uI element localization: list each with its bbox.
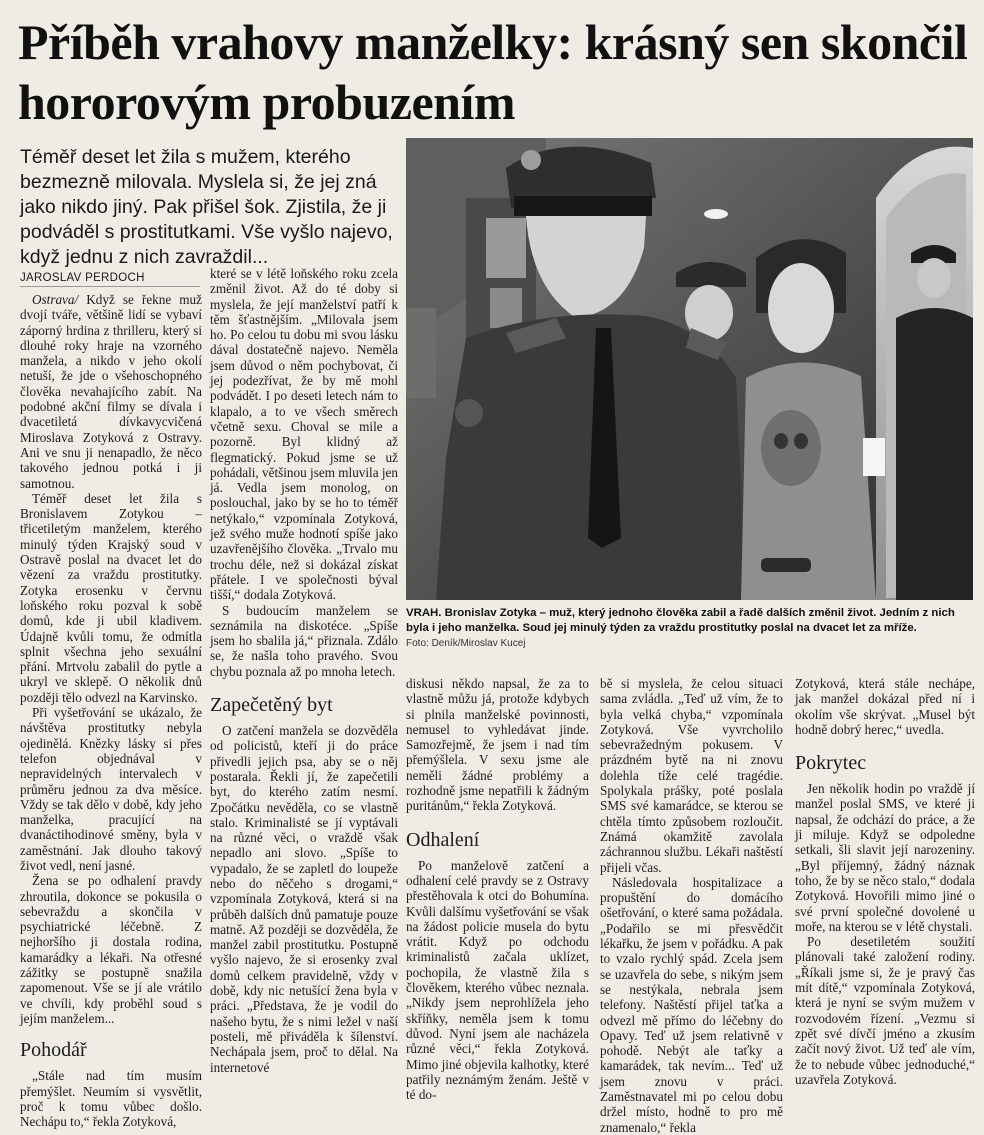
- paragraph: O zatčení manžela se dozvěděla od policistů, kteří ji do práce přivedli jejich psa, aby se o něj postarala. Řekli jí, že zapečetili byt, do kterého zatím nesmí. Zpočátku nevěděla, co se vlastně stalo. Kriminalisté se jí vyptávali na různé věci, o vraždě však nepadlo ani slovo. „Spíše to vypadalo, že se zapletl do loupeže nebo do něčeho s drogami,“ vzpomínala Zotyková, která si na průběh dalších dnů pamatuje pouze matně. Až později se dozvěděla, že manžel zabil prostitutku. Postupně vyšlo najevo, že si erosenky zval domů celkem pravidelně, vždy v době, kdy nic netušící žena byla v práci. „Představa, že je vodil do našeho bytu, že s nimi ležel v naší posteli, mě přiváděla k šílenství. Nechápala jsem, proč to dělal. Na internetové: [210, 723, 398, 1075]
- article-headline: Příběh vrahovy manželky: krásný sen skončil hororovým probuzením: [18, 14, 968, 130]
- paragraph: Při vyšetřování se ukázalo, že návštěva prostitutky nebyla ojedinělá. Knězky lásky si přes telefon objednával v nepravidelných intervalech v průměru jednou za dva měsíce. Vždy se tak dělo v době, kdy jeho manželka, pracující na dvanáctihodinové směny, byla v zaměstnání. Jak dlouho takový život vedl, není jasné.: [20, 705, 202, 873]
- photo-credit: Foto: Deník/Miroslav Kucej: [406, 638, 526, 649]
- subheading-odhaleni: Odhalení: [406, 828, 480, 851]
- paragraph: které se v létě loňského roku zcela změnil život. Až do té doby si myslela, že její manželství patří k těm šťastnějším. „Milovala jsem ho. Po celou tu dobu mi svou lásku dával dostatečně najevo. Neměla jsem důvod o něm pochybovat, či jej podezřívat, že by mě mohl podvádět. I po deseti letech nám to klapalo, a to ve všech směrech včetně sexu. Choval se mile a pozorně. Byl klidný až flegmatický. Pokud jsme se už pohádali, většinou jsem mluvila jen já. Vedla jsem monolog, on poslouchal, jako by se ho to téměř netýkalo,“ vzpomínala Zotyková, jež svého muže hodnotí spíše jako uzavřenějšího člověka. „Trvalo mu trochu déle, než si dokázal získat přátele. I ve společnosti býval tišší,“ dodala Zotyková.: [210, 266, 398, 603]
- article-column-3: [406, 676, 589, 1103]
- article-column-5: [795, 676, 975, 1100]
- article-column-4: [600, 676, 783, 1135]
- paragraph: [20, 292, 202, 491]
- subheading-pohodar: Pohodář: [20, 1039, 87, 1062]
- courtroom-photo-illustration: [406, 138, 973, 600]
- photo-caption: [406, 606, 973, 652]
- article-lead: Téměř deset let žila s mužem, kterého bezmezně milovala. Myslela si, že jej zná jako nikdo jiný. Pak přišel šok. Zjistila, že ji podváděl s prostitutkami. Vše vyšlo najevo, když jednu z nich zavraždil...: [20, 146, 393, 268]
- paragraph: Po manželově zatčení a odhalení celé pravdy se z Ostravy přestěhovala k otci do Bohumína. Kvůli dalšímu vyšetřování se však na žádost policie musela do bytu vrátit. Když po odchodu kriminalistů začala uklízet, pochopila, že vlastně žila s člověkem, kterého vůbec neznala. „Nikdy jsem neprohlížela jeho skříňky, neměla jsem k tomu důvod. Nyní jsem ale nacházela různé věci,“ řekla Zotyková. Mimo jiné objevila kalhotky, které patřily neznámým ženám. Ještě v té do-: [406, 857, 589, 1103]
- paragraph: diskusi někdo napsal, že za to vlastně můžu já, protože kdybych si plnila manželské povinnosti, nemusel to vyhledávat jinde. Samozřejmě, že jsem i nad tím přemýšlela. V sexu jsme ale neměli žádné problémy a rozhodně jsme nepatřili k žádným puritánům,“ řekla Zotyková.: [406, 676, 589, 814]
- article-byline: JAROSLAV PERDOCH: [20, 272, 200, 287]
- paragraph: bě si myslela, že celou situaci sama zvládla. „Teď už vím, že to byla velká chyba,“ vzpomínala Zotyková. Vše vyvrcholilo sebevražedným pokusem. V prázdném bytě na ni znovu dolehla tíže celé tragédie. Spolykala prášky, poté poslala SMS své kamarádce, se kterou se chtěla tímto způsobem rozloučit. Známá okamžitě zavolala záchrannou službu. Lékaři naštěstí přijeli včas.: [600, 676, 783, 875]
- subheading-pokrytec: Pokrytec: [795, 752, 867, 775]
- dateline: Ostrava/: [32, 292, 79, 307]
- paragraph: Zotyková, která stále nechápe, jak manžel dokázal před ní i okolím vše skrývat. „Musel být hodně dobrý herec,“ uvedla.: [795, 676, 975, 737]
- paragraph: Téměř deset let žila s Bronislavem Zotykou – třicetiletým manželem, kterého minulý týden Krajský soud v Ostravě poslal na dvacet let do vězení za vraždu prostitutky. Zotyka erosenku v červnu loňského roku pozval k sobě domů, kde ji ubil kladivem. Údajně kvůli tomu, že odmítla splnit všechna jeho sexuální přání. Mrtvolu zabalil do pytle a ukryl ve sklepě. O několik dnů později tělo odvezl na Karvinsko.: [20, 490, 202, 705]
- paragraph: S budoucím manželem se seznámila na diskotéce. „Spíše jsem ho sbalila já,“ přiznala. Zdálo se, že našla toho pravého. Svou chybu poznala až po mnoha letech.: [210, 602, 398, 679]
- article-photo: [406, 138, 973, 600]
- paragraph: Po desetiletém soužití plánovali také založení rodiny. „Říkali jsme si, že je pravý čas mít dítě,“ vzpomínala Zotyková, která je nyní se svým mužem v rozvodovém řízení. „Vezmu si zpět své dívčí jméno a zkusím začít nový život. Už teď ale vím, že to nebude vůbec jednoduché,“ uzavřela Zotyková.: [795, 934, 975, 1087]
- article-column-1: [20, 292, 202, 1130]
- paragraph: Žena se po odhalení pravdy zhroutila, dokonce se pokusila o sebevraždu a skončila v psychiatrické léčebně. Z nejhoršího ji dostala rodina, kamarádky a lékaři. Na otřesné zážitky se postupně snažila zapomenout. Vše se jí ale vrátilo ve chvíli, kdy proběhl soud s jejím manželem...: [20, 873, 202, 1026]
- paragraph-text: Když se řekne muž dvojí tváře, většině lidí se vybaví záporný hrdina z thrilleru, který si dlouhé roky hraje na vzorného manžela, a nikdo v jeho okolí netuší, že jde o všehoschopného člověka nevahajícího zabít. Na podobné akční filmy se dívala i dvacetiletá dívkavycvičená Miroslava Zotyková z Ostravy. Ani ve snu ji nenapadlo, že něco takového jednou potká i ji samotnou.: [20, 292, 202, 491]
- article-column-2: [210, 266, 398, 1100]
- caption-label: VRAH.: [406, 607, 442, 619]
- caption-text: Bronislav Zotyka – muž, který jednoho člověka zabil a řadě dalších změnil život. Jedním z nich byla i jeho manželka. Soud jej minulý týden za vraždu prostitutky poslal na dvacet let za mříže.: [406, 607, 955, 634]
- paragraph: Následovala hospitalizace a propuštění do domácího ošetřování, o které sama požádala. „Podařilo se mi přesvědčit lékařku, že jsem v pořádku. A pak to vzalo rychlý spád. Zcela jsem se uzavřela do sebe, s nikým jsem se nestýkala, nebrala jsem telefony. Naštěstí přijel taťka a odvezl mě přímo do léčebny do Opavy. Teď už jsem relativně v pohodě. Nebýt ale taťky a kamarádek, tak nevím... Teď už jsem znovu v práci. Zaměstnavatel mi po celou dobu držel místo, hodně to pro mě znamenalo,“ řekla: [600, 874, 783, 1135]
- subheading-zapeceteny-byt: Zapečetěný byt: [210, 694, 333, 717]
- paragraph: „Stále nad tím musím přemýšlet. Neumím si vysvětlit, proč k tomu vůbec došlo. Nechápu to,“ řekla Zotyková,: [20, 1068, 202, 1130]
- paragraph: Jen několik hodin po vraždě jí manžel poslal SMS, ve které ji napsal, že odchází do práce, a že ji miluje. Když se odpoledne setkali, šli slavit její narozeniny. „Byl příjemný, žádný náznak toho, že by se něco stalo,“ dodala Zotyková. Hovořili mimo jiné o své první společné dovolené u moře, na kterou se v létě chystali.: [795, 781, 975, 934]
